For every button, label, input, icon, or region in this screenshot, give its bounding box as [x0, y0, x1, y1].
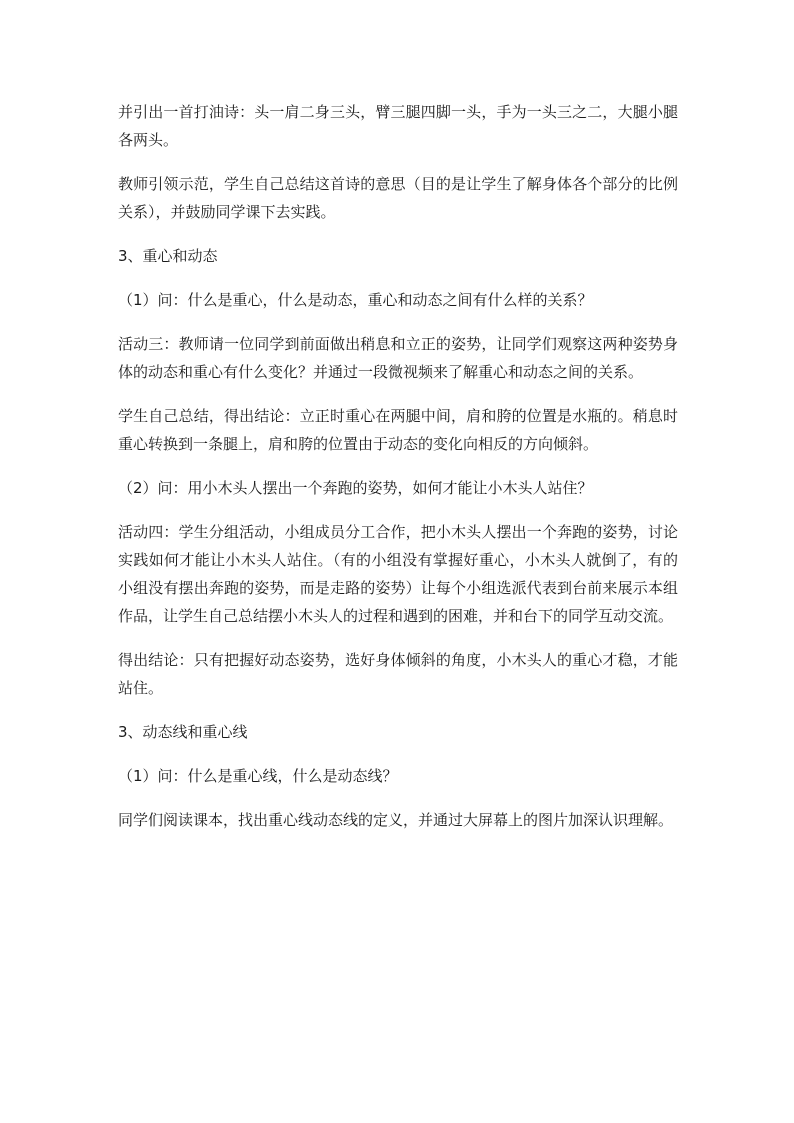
- section-heading-motion-lines: 3、动态线和重心线: [118, 723, 248, 741]
- paragraph-conclusion-one: 学生自己总结，得出结论：立正时重心在两腿中间，肩和胯的位置是水瓶的。稍息时重心转换到一条腿上，肩和胯的位置由于动态的变化向相反的方向倾斜。: [118, 407, 678, 453]
- paragraph-conclusion-two: 得出结论：只有把握好动态姿势，选好身体倾斜的角度，小木头人的重心才稳，才能站住。: [118, 651, 678, 697]
- question-1: （1）问：什么是重心，什么是动态，重心和动态之间有什么样的关系？: [118, 291, 593, 309]
- paragraph-reading-textbook: 同学们阅读课本，找出重心线动态线的定义，并通过大屏幕上的图片加深认识理解。: [118, 811, 674, 829]
- paragraph-teacher-demo: 教师引领示范，学生自己总结这首诗的意思（目的是让学生了解身体各个部分的比例关系），并鼓励同学课下去实践。: [118, 175, 678, 221]
- question-2: （2）问：用小木头人摆出一个奔跑的姿势，如何才能让小木头人站住？: [118, 479, 593, 497]
- section-heading-center-of-gravity: 3、重心和动态: [118, 247, 218, 265]
- paragraph-activity-three: 活动三：教师请一位同学到前面做出稍息和立正的姿势，让同学们观察这两种姿势身体的动态和重心有什么变化？并通过一段微视频来了解重心和动态之间的关系。: [118, 335, 678, 381]
- document-body: [118, 98, 678, 850]
- question-3: （1）问：什么是重心线，什么是动态线？: [118, 767, 398, 785]
- paragraph-activity-four: 活动四：学生分组活动，小组成员分工合作，把小木头人摆出一个奔跑的姿势，讨论实践如何才能让小木头人站住。（有的小组没有掌握好重心，小木头人就倒了，有的小组没有摆出奔跑的姿势，而是走路的姿势）让每个小组选派代表到台前来展示本组作品，让学生自己总结摆小木头人的过程和遇到的困难，并和台下的同学互动交流。: [118, 523, 678, 625]
- paragraph-poem-intro: 并引出一首打油诗：头一肩二身三头，臂三腿四脚一头，手为一头三之二，大腿小腿各两头。: [118, 103, 678, 149]
